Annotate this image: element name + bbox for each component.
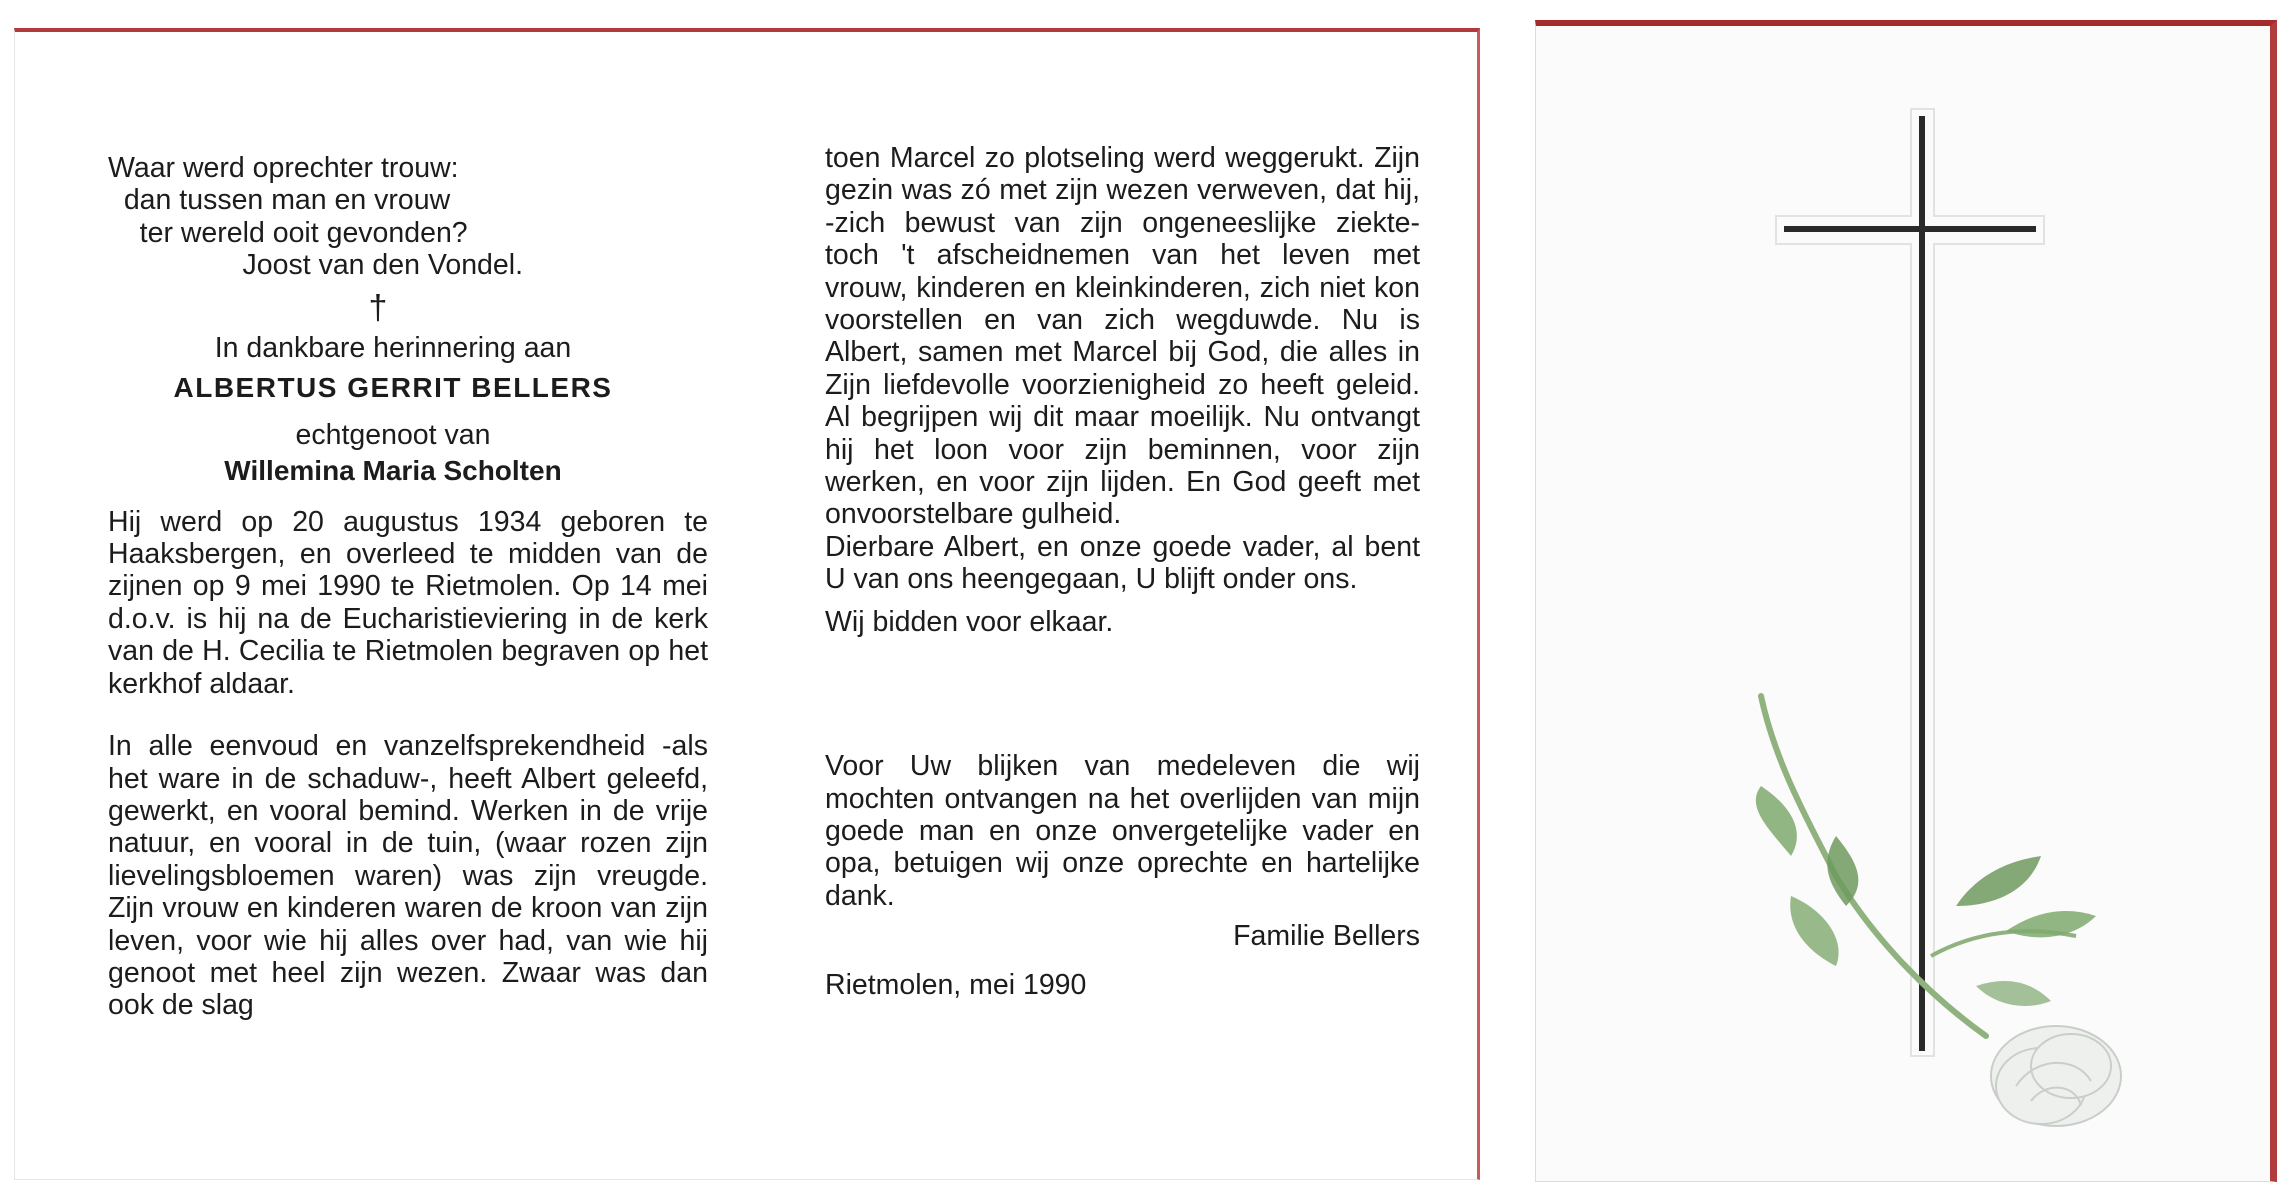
prayer-line: Wij bidden voor elkaar. xyxy=(825,605,1114,638)
left-page xyxy=(108,152,708,1022)
rose-bloom-icon xyxy=(1991,1026,2121,1126)
poem-author: Joost van den Vondel. xyxy=(242,249,523,282)
poem-line-2: dan tussen man en vrouw xyxy=(108,184,451,217)
cross-horizontal-bar xyxy=(1784,226,2036,232)
signature: Familie Bellers xyxy=(1233,920,1420,953)
poem xyxy=(108,152,708,282)
eulogy-right-paragraph: toen Marcel zo plotseling werd weggerukt. Zijn gezin was zó met zijn wezen verweven, dat hij, -zich bewust van zijn ongeneeslijke ziekte- toch 't afscheidnemen van het leven met vrouw, kinderen en kleinkinderen, zich niet kon voorstellen en van zich wegduwde. Nu is Albert, samen met Marcel bij God, die alles in Zijn liefdevolle voorzienigheid zo heeft geleid. Al begrijpen wij dit maar moeilijk. Nu ontvangt hij het loon voor zijn beminnen, voor zijn werken, en voor zijn lijden. En God geeft met onvoorstelbare gulheid. xyxy=(825,142,1420,531)
biography-paragraph: Hij werd op 20 augustus 1934 geboren te Haaksbergen, en overleed te midden van de zijnen op 9 mei 1990 te Rietmolen. Op 14 mei d.o.v. is hij na de Eucharistieviering in de kerk van de H. Cecilia te Rietmolen begraven op het kerkhof aldaar. xyxy=(108,505,708,700)
place-date: Rietmolen, mei 1990 xyxy=(825,968,1087,1001)
poem-line-1: Waar werd oprechter trouw: xyxy=(108,152,459,184)
memorial-card-front xyxy=(1535,20,2277,1182)
intro-text: In dankbare herinnering aan xyxy=(214,332,572,365)
spouse-name: Willemina Maria Scholten xyxy=(224,455,562,487)
leaf-icon xyxy=(1956,856,2041,906)
memorial-card-inner-pages xyxy=(14,28,1480,1180)
cross-vertical-bar xyxy=(1919,116,1925,1051)
leaf-icon xyxy=(1790,896,1838,966)
eulogy-left-paragraph: In alle eenvoud en vanzelfsprekendheid -als het ware in de schaduw-, heeft Albert geleefd, gewerkt, en vooral bemind. Werken in de vrije natuur, en vooral in de tuin, (waar rozen zijn lievelingsbloemen waren) was zijn vreugde. Zijn vrouw en kinderen waren de kroon van zijn leven, voor wie hij alles over had, van wie hij genoot met heel zijn wezen. Zwaar was dan ook de slag xyxy=(108,730,708,1022)
deceased-name: ALBERTUS GERRIT BELLERS xyxy=(173,372,613,404)
right-page xyxy=(825,142,1420,1001)
cross-symbol: † xyxy=(368,288,388,327)
spouse-label: echtgenoot van xyxy=(295,418,491,451)
cross-with-rose-illustration xyxy=(1536,26,2278,1188)
thanks-paragraph: Voor Uw blijken van medeleven die wij mochten ontvangen na het overlijden van mijn goede man en onze onvergetelijke vader en opa, betuigen wij onze oprechte en hartelijke dank. xyxy=(825,750,1420,912)
poem-line-3: ter wereld ooit gevonden? xyxy=(108,216,468,249)
leaf-icon xyxy=(1976,981,2051,1006)
rose-stem xyxy=(1761,696,1986,1036)
leaf-icon xyxy=(1827,836,1858,906)
leaf-icon xyxy=(1756,786,1797,856)
address-paragraph: Dierbare Albert, en onze goede vader, al bent U van ons heengegaan, U blijft onder ons. xyxy=(825,530,1420,596)
leaf-icon xyxy=(2006,911,2096,937)
